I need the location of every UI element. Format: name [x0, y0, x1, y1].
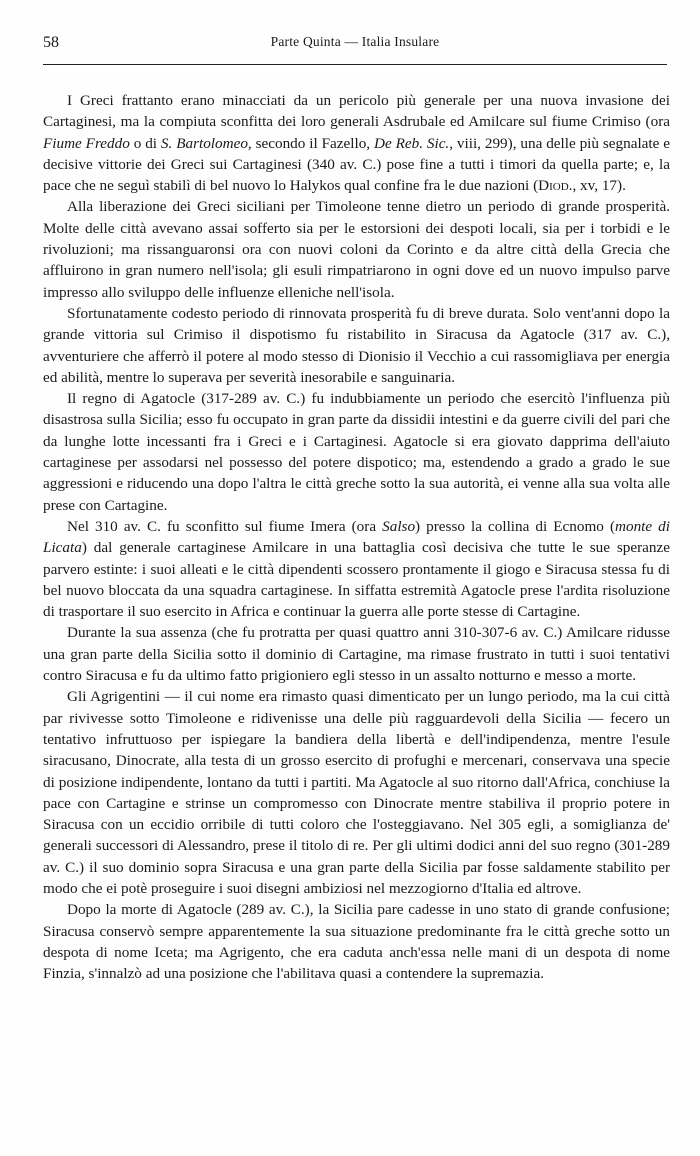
text-segment: ) presso la collina di Ecnomo ( — [415, 517, 616, 535]
text-segment: Nel 310 av. C. fu sconfitto sul fiume Imera (ora — [67, 517, 383, 535]
text-segment: , secondo il Fazello, — [247, 134, 374, 152]
text-segment: Sfortunatamente codesto periodo di rinnovata prosperità fu di breve durata. Solo vent'anni dopo la grande vittoria sul Crimiso il dispotismo fu ristabilito in Siracusa da Agatocle (317 av. C.), avventuriere che afferrò il potere al modo stesso di Dionisio il Vecchio a cui rassomigliava per energia ed abilità, mentre lo superava per severità inesorabile e sanguinaria. — [43, 304, 670, 386]
text-segment: o di — [129, 134, 161, 152]
text-segment: Durante la sua assenza (che fu protratta per quasi quattro anni 310-307-6 av. C.) Amilcare ridusse una gran parte della Sicilia sotto il dominio di Cartagine, ma rimase frustrato in tutti i suoi tentativi contro Siracusa e fu da ultimo fatto prigioniero egli stesso in un assalto notturno e messo a morte. — [43, 624, 670, 685]
page-number: 58 — [43, 34, 59, 51]
italic-text: Salso — [382, 517, 416, 535]
running-title: Parte Quinta — Italia Insulare — [270, 34, 440, 49]
text-segment: Alla liberazione dei Greci siciliani per Timoleone tenne dietro un periodo di grande prosperità. Molte delle città avevano assai sofferto sia per le estorsioni dei despoti locali, sia per i torbidi e le rivoluzioni; ma rissanguaronsi ora con nuovi coloni da Corinto e da altre città della Grecia che affluirono in gran numero nell'isola; gli esuli rimpatriarono in ogni dove ed un nuovo impulso parve impresso allo sviluppo delle influenze elleniche nell'isola. — [43, 198, 670, 301]
paragraph — [43, 90, 670, 196]
body-text — [43, 90, 670, 984]
italic-text: monte di Licata — [43, 517, 670, 557]
paragraph — [43, 899, 670, 984]
text-segment: I Greci frattanto erano minacciati da un pericolo più generale per una nuova invasione dei Cartaginesi, ma la compiuta sconfitta dei loro generali Asdrubale ed Amilcare sul fiume Crimiso (ora — [43, 92, 670, 131]
paragraph — [43, 388, 670, 516]
paragraph — [43, 622, 670, 686]
paragraph — [43, 516, 670, 622]
paragraph — [43, 303, 670, 388]
italic-text: S. Bartolomeo — [160, 134, 248, 152]
text-segment: Gli Agrigentini — il cui nome era rimasto quasi dimenticato per un lungo periodo, ma la cui città par rivivesse sotto Timoleone e ridivenisse una delle più ragguardevoli della Sicilia — fecero un tentativo infruttuoso per ispiegare la bandiera della libertà e dell'indipendenza, mentre l'esule siracusano, Dinocrate, alla testa di un grosso esercito di profughi e mercenari, conservava una specie di posizione indipendente, lontano da tutti i partiti. Ma Agatocle al suo ritorno dall'Africa, conchiuse la pace con Cartagine e strinse un compromesso con Dinocrate mentre stabiliva il proprio potere in Siracusa con un eccidio orribile di tutti coloro che l'osteggiavano. Nel 305 egli, a somiglianza de' generali successori di Alessandro, prese il titolo di re. Per gli ultimi dodici anni del suo regno (301-289 av. C.) il suo dominio sopra Siracusa e una gran parte della Sicilia par fosse saldamente stabilito per modo che ei potè proseguire i suoi disegni ambiziosi nel mezzogiorno d'Italia ed altrove. — [43, 688, 670, 897]
italic-text: De Reb. Sic. — [373, 134, 450, 152]
text-segment: Il regno di Agatocle (317-289 av. C.) fu indubbiamente un periodo che esercitò l'influenza più disastrosa sulla Sicilia; esso fu occupato in gran parte da dissidii intestini e da guerre civili del pari che da lunghe lotte incessanti fra i Greci e i Cartaginesi. Agatocle si era giovato dapprima dell'aiuto cartaginese per assodarsi nel possesso del potere dispotico; ma, estendendo a grado a grado le sue aggressioni e riducendo una dopo l'altra le città greche sotto la sua autorità, ei venne alla sua volta alle prese con Cartagine. — [43, 390, 670, 514]
text-segment: , viii, 299), una delle più segnalate e decisive vittorie dei Greci sui Cartaginesi (340 av. C.) pose fine a tutti i timori da quella parte; e, la pace che ne seguì stabilì di bel nuovo lo Halykos qual confine fra le due nazioni ( — [43, 134, 671, 195]
page-header — [43, 34, 667, 58]
text-segment: Dopo la morte di Agatocle (289 av. C.), la Sicilia pare cadesse in uno stato di grande confusione; Siracusa conservò sempre apparentemente la sua situazione predominante fra le città greche sotto un despota di nome Iceta; ma Agrigento, che era caduta anch'essa nelle mani di un despota di nome Finzia, s'innalzò ad una posizione che l'abilitava quasi a contendere la supremazia. — [43, 901, 670, 983]
paragraph — [43, 196, 670, 302]
paragraph — [43, 686, 670, 899]
small-caps-text: Diod. — [538, 177, 573, 195]
text-segment: , xv, 17). — [572, 177, 626, 195]
header-rule — [43, 64, 667, 65]
text-segment: ) dal generale cartaginese Amilcare in una battaglia così decisiva che tutte le sue speranze parvero estinte: i suoi alleati e le città dipendenti scossero prontamente il giogo e Siracusa stessa fu di bel nuovo bloccata da una squadra cartaginese. In siffatta estremità Agatocle prese l'ardita risoluzione di trasportare il suo esercito in Africa e continuar la guerra alle porte stesse di Cartagine. — [43, 539, 670, 621]
italic-text: Fiume Freddo — [43, 134, 130, 152]
